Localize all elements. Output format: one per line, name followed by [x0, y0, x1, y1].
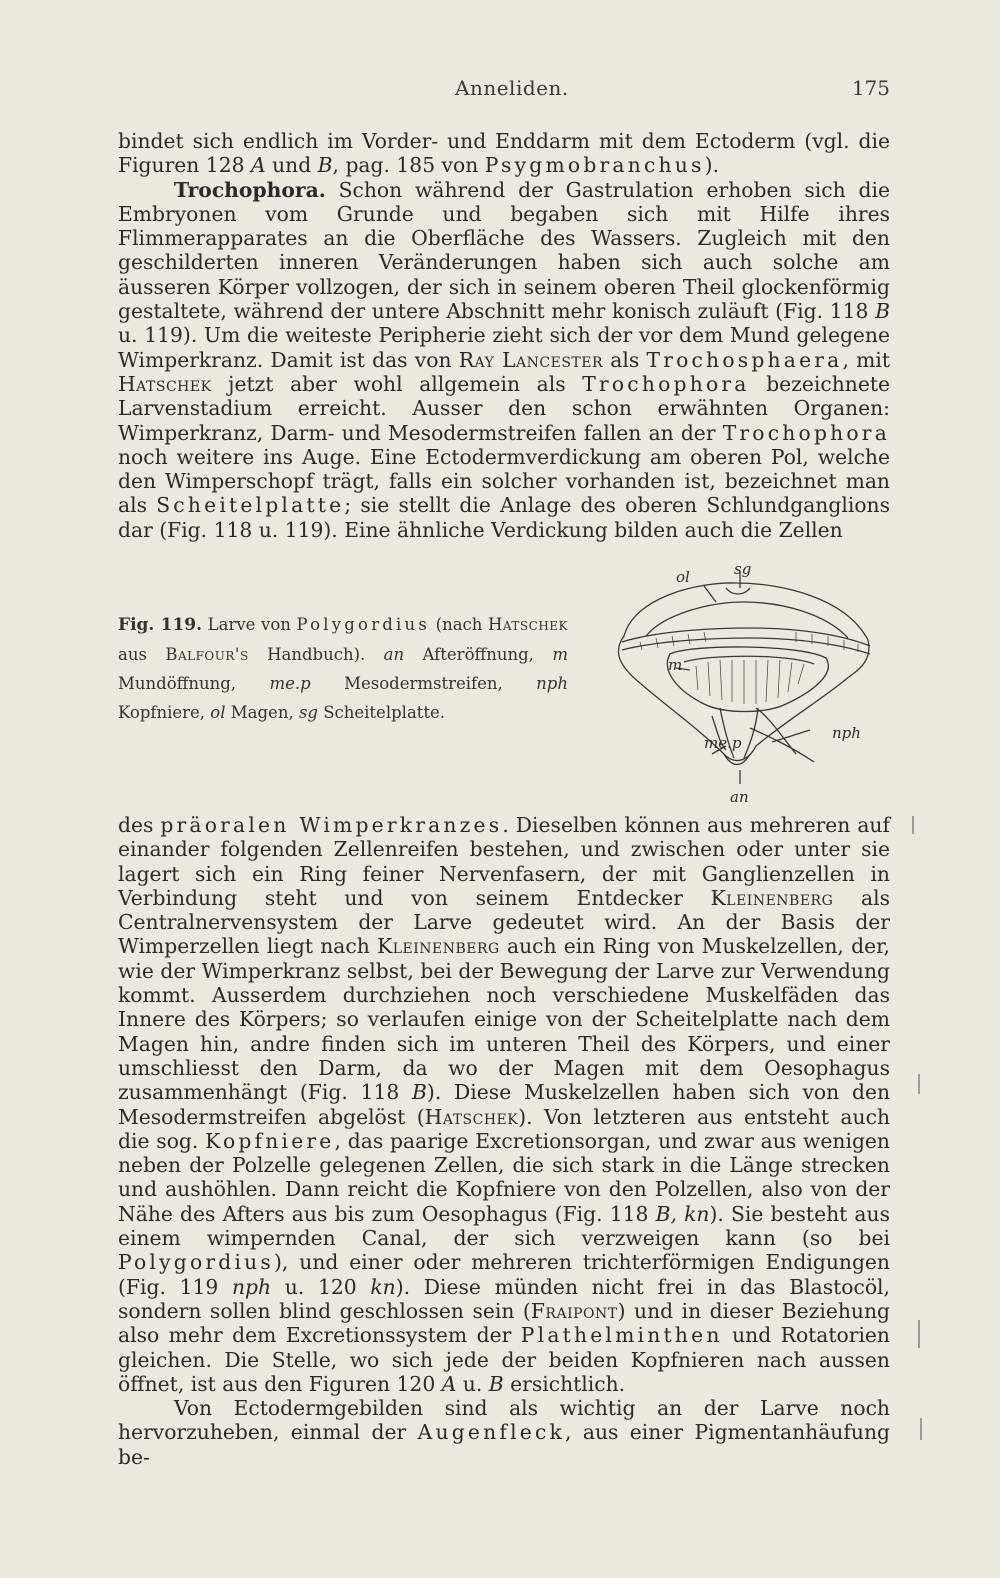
text-run: aus	[118, 645, 166, 664]
text-run: me.p	[269, 674, 311, 693]
text-run: Hatschek	[424, 1104, 519, 1129]
running-title: Anneliden.	[455, 76, 569, 100]
text-run: noch weitere ins Auge. Eine Ectodermverdickung am oberen Pol, welche den Wimperschopf trägt, falls ein solcher vorhanden ist, bezeichnet man als	[118, 444, 890, 518]
text-run: ).	[704, 153, 720, 178]
apical-plate	[726, 588, 750, 594]
text-run: Magen,	[225, 703, 299, 722]
text-run: B	[412, 1080, 427, 1105]
text-run: Afteröffnung,	[404, 645, 553, 664]
text-run: Kleinenberg	[710, 885, 834, 910]
text-run: Balfour's	[165, 645, 249, 664]
text-run: Von Ectodermgebilden sind als wichtig an der Larve noch hervorzuheben, einmal der	[118, 1396, 890, 1445]
text-run: bindet sich endlich im Vorder- und Enddarm mit dem Ectoderm (vgl. die Figuren 128	[118, 129, 890, 178]
text-run: und	[265, 153, 318, 178]
text-run: Fraipont	[530, 1298, 618, 1323]
text-run: nph	[536, 674, 568, 693]
text-block-lower	[118, 813, 890, 1469]
text-run: A	[250, 153, 266, 178]
text-run: Larve von	[202, 615, 297, 634]
text-run: B	[317, 153, 333, 178]
text-run: , das paarige Excretionsorgan, und zwar aus wenigen neben der Polzelle gelegenen Zellen, die sich stark in die Länge strecken und aushöhlen. Dann reicht die Kopfniere von den Polzellen, also von der Nähe des Afters aus bis zum Oesophagus (Fig. 118	[118, 1128, 890, 1226]
text-run: und Rotatorien gleichen. Die Stelle, wo sich jede der beiden Kopfnieren nach aussen öffnet, ist aus den Figuren 120	[118, 1323, 890, 1396]
text-run: . Dieselben können aus mehreren auf einander folgenden Zellenreifen bestehen, und zwischen oder unter sie lagert sich ein Ring feiner Nervenfasern, der mit Ganglienzellen in Verbindung steht und von seinem Entdecker	[118, 813, 890, 910]
text-run: Hatschek	[488, 615, 569, 634]
text-run: ). Diese münden nicht frei in das Blastocöl, sondern sollen blind geschlossen sein (	[118, 1274, 890, 1323]
label-nph: nph	[832, 724, 861, 742]
text-run: ). Diese Muskelzellen haben sich von den Mesodermstreifen abgelöst (	[118, 1080, 891, 1129]
text-run: (nach	[430, 615, 489, 634]
text-run: u. 119). Um die weiteste Peripherie zieht sich der vor dem Mund gelegene Wimperkranz. Damit ist das von	[118, 323, 890, 372]
text-run: Handbuch).	[248, 645, 384, 664]
paragraph-ectoderm	[118, 1396, 890, 1469]
text-run: Augenfleck	[417, 1420, 566, 1445]
text-run: Plathelminthen	[520, 1323, 723, 1348]
text-run: Trochosphaera	[646, 347, 843, 372]
text-run: auch ein Ring von Muskelzellen, der, wie der Wimperkranz selbst, bei der Bewegung der Larve zur Verwendung kommt. Ausserdem durchziehen noch verschiedene Muskelfäden das Innere des Körpers; so verlaufen einige von der Scheitelplatte nach dem Magen hin, andre finden sich im unteren Theil des Körpers, und einer umschliesst den Darm, da wo der Magen mit dem Oesophagus zusammenhängt (Fig. 118	[118, 934, 890, 1105]
text-run: Mesodermstreifen,	[310, 674, 537, 693]
text-run: u.	[456, 1371, 489, 1396]
text-run: Schon während der Gastrulation erhoben sich die Embryonen vom Grunde und begaben sich mit Hilfe ihres Flimmerapparates an die Oberfläche des Wassers. Zugleich mit den geschilderten inneren Veränderungen haben sich auch solche am äusseren Körper vollzogen, der sich in seinem oberen Theil glockenförmig gestaltete, während der untere Abschnitt mehr konisch zuläuft (Fig. 118	[118, 177, 890, 324]
text-run: B, kn	[655, 1201, 710, 1226]
text-run: A	[441, 1371, 457, 1396]
text-run: Kleinenberg	[377, 934, 500, 959]
page-number: 175	[851, 76, 890, 100]
text-run: ). Von letzteren aus entsteht auch die sog.	[118, 1104, 891, 1153]
label-sg: sg	[734, 560, 752, 578]
text-run: m	[552, 645, 568, 664]
text-run: ersichtlich.	[503, 1371, 626, 1396]
margin-mark	[918, 1074, 920, 1094]
text-run: Trochophora	[582, 371, 750, 396]
text-run: an	[383, 645, 405, 664]
text-run: Mundöffnung,	[118, 674, 270, 693]
text-run: Hatschek	[118, 371, 212, 396]
text-run: Scheitelplatte.	[317, 703, 446, 722]
paragraph	[118, 129, 890, 178]
text-run: Ray Lancester	[458, 347, 604, 372]
text-run: B	[875, 299, 890, 324]
figure-caption	[118, 610, 568, 727]
text-run: sg	[298, 703, 318, 722]
text-run: ). Sie besteht aus einem wimpernden Canal, der sich verzweigen kann (so bei	[118, 1201, 890, 1251]
text-run: , mit	[842, 347, 891, 372]
text-run: B	[488, 1371, 504, 1396]
text-run: als	[603, 347, 647, 372]
text-run: Psygmobranchus	[484, 153, 705, 178]
text-run: Polygordius	[296, 615, 431, 634]
label-mep: me.p	[704, 734, 742, 752]
text-run: ol	[210, 703, 226, 722]
larva-drawing	[600, 558, 890, 806]
text-run: nph	[231, 1274, 272, 1299]
margin-mark	[912, 816, 914, 834]
text-run: Fig. 119.	[118, 615, 203, 635]
text-run: Trochophora.	[174, 177, 326, 202]
paragraph-trochophora	[118, 178, 890, 542]
label-m: m	[668, 656, 683, 674]
text-run: ; sie stellt die Anlage des oberen Schlundganglions dar (Fig. 118 u. 119). Eine ähnliche Verdickung bilden auch die Zellen	[118, 493, 890, 542]
text-run: , aus einer Pigmentanhäufung be-	[118, 1420, 890, 1469]
text-block-upper	[118, 129, 890, 542]
text-run: Trochophora	[722, 420, 890, 445]
text-run: Kopfniere	[205, 1128, 335, 1153]
text-run: ), und einer oder mehreren trichterförmigen Endigungen (Fig. 119	[118, 1250, 890, 1299]
label-ol: ol	[676, 568, 690, 586]
text-run: jetzt aber wohl allgemein als	[211, 371, 583, 396]
figure-119-larva	[600, 558, 890, 806]
text-run: kn	[370, 1274, 396, 1299]
text-run: des	[118, 813, 161, 837]
margin-mark	[920, 1418, 922, 1440]
text-run: , pag. 185 von	[332, 153, 485, 178]
text-run: bezeichnete Larvenstadium erreicht. Ausser den schon erwähnten Organen: Wimperkranz, Darm- und Mesodermstreifen fallen an der	[118, 371, 890, 445]
text-run: Kopfniere,	[118, 703, 211, 722]
text-run: Polygordius	[118, 1250, 275, 1275]
text-run: ) und in dieser Beziehung also mehr dem Excretionssystem der	[118, 1298, 891, 1348]
text-run: präoralen Wimperkranzes	[160, 813, 503, 837]
text-run: als Centralnervensystem der Larve gedeutet wird. An der Basis der Wimperzellen liegt nach	[118, 885, 890, 959]
caption-text	[118, 610, 568, 727]
margin-mark	[918, 1320, 920, 1348]
label-an: an	[730, 788, 749, 806]
running-header	[120, 76, 890, 106]
text-run: Scheitelplatte	[156, 493, 345, 518]
paragraph-wimperkranz	[118, 813, 890, 1396]
text-run: u. 120	[271, 1274, 371, 1299]
